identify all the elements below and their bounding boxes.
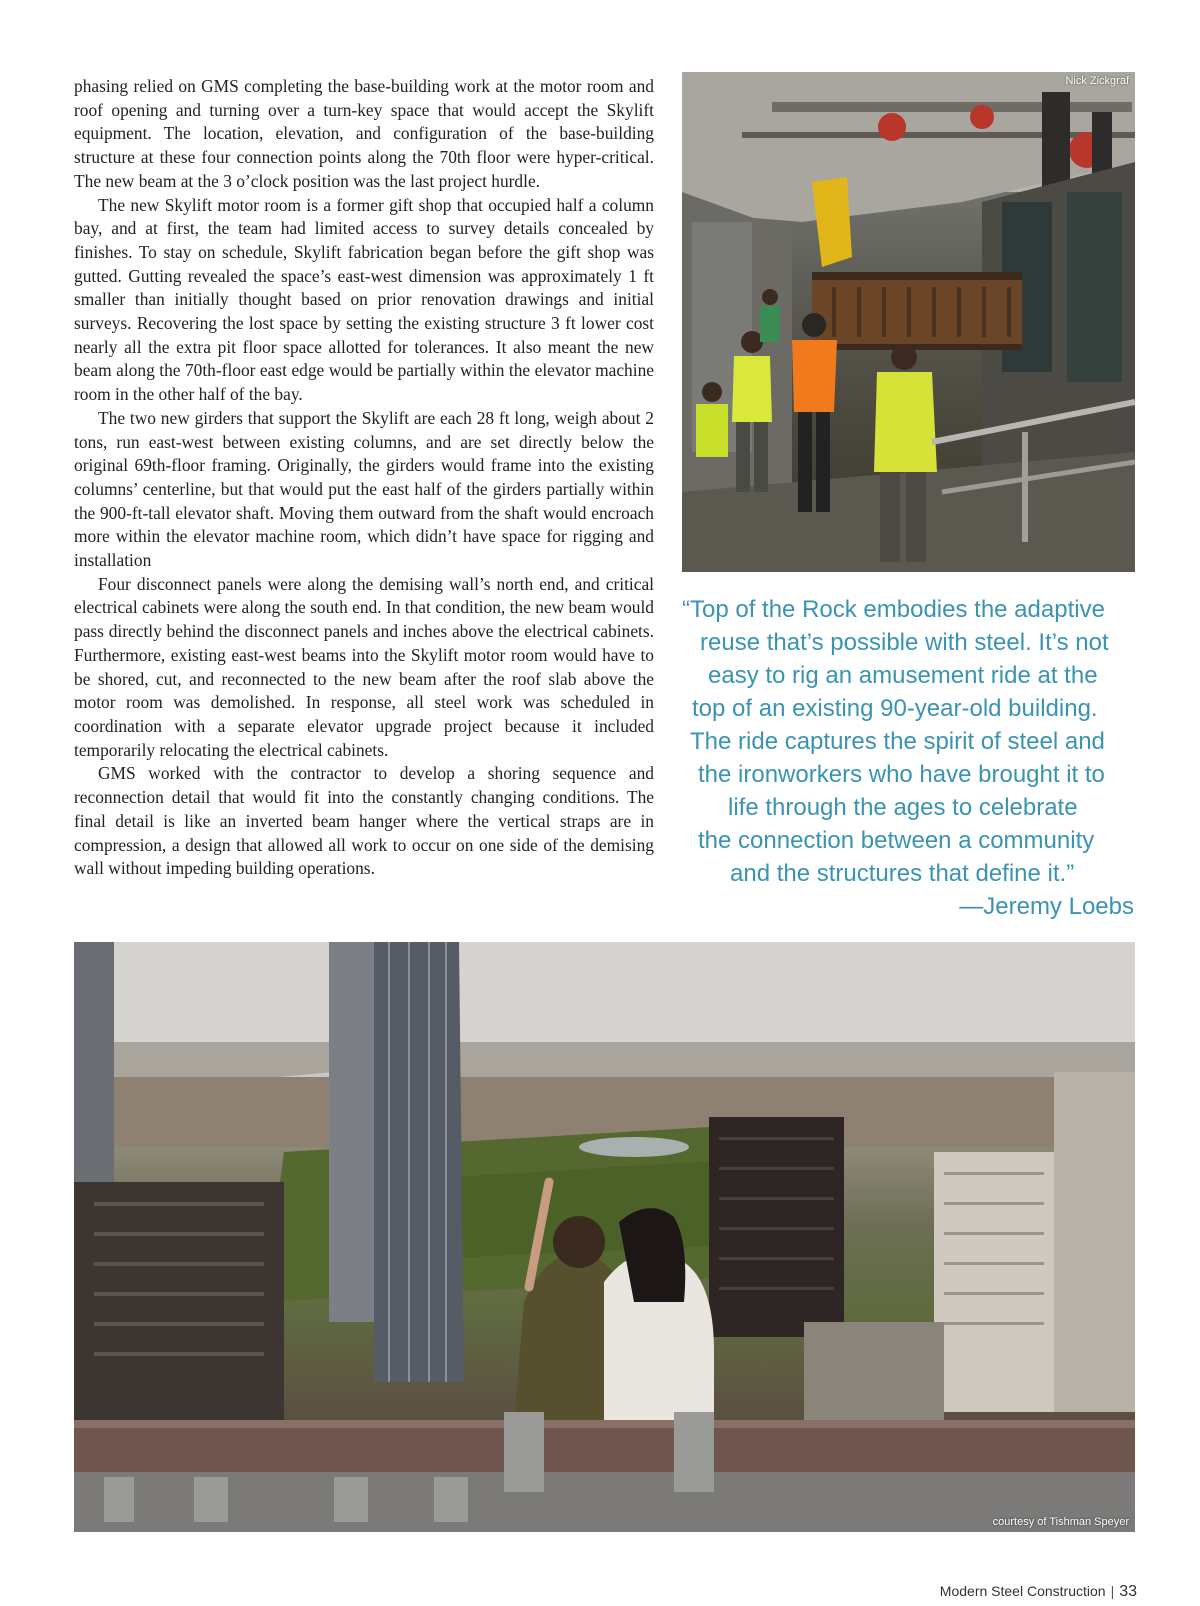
body-paragraph-5: GMS worked with the contractor to develop a shoring sequence and reconnection detail that would fit into the constantly changing conditions. The final detail is like an inverted beam hanger where the vertical straps are in compression, a design that allowed all work to occur on one side of the demising wall without impeding building operations. bbox=[74, 763, 654, 879]
pull-quote-line: “Top of the Rock embodies the adaptive bbox=[682, 596, 1105, 623]
pull-quote-attribution: —Jeremy Loebs bbox=[959, 893, 1134, 920]
pull-quote-line: reuse that’s possible with steel. It’s not bbox=[700, 629, 1109, 656]
pull-quote-line: The ride captures the spirit of steel and bbox=[690, 728, 1105, 755]
ironworkers-photo bbox=[682, 72, 1135, 572]
page-number: 33 bbox=[1119, 1583, 1137, 1600]
pull-quote-line: the ironworkers who have brought it to bbox=[698, 761, 1105, 788]
publication-name: Modern Steel Construction bbox=[939, 1583, 1106, 1599]
pull-quote-line: and the structures that define it.” bbox=[730, 860, 1075, 887]
pull-quote-line: top of an existing 90-year-old building. bbox=[692, 695, 1098, 722]
footer-separator: | bbox=[1110, 1583, 1115, 1599]
photo-credit-bottom: courtesy of Tishman Speyer bbox=[992, 1516, 1129, 1528]
body-paragraph-4: Four disconnect panels were along the demising wall’s north end, and critical electrical cabinets were along the south end. In that condition, the new beam would pass directly behind the disconnect panels and inches above the electrical cabinets. Furthermore, existing east-west beams into the Skylift motor room would have to be shored, cut, and reconnected to the new beam after the roof slab above the motor room was demolished. In response, all steel work was scheduled in coordination with a separate elevator upgrade project because it included temporarily relocating the electrical cabinets. bbox=[74, 573, 654, 760]
skylift-city-photo-illustration bbox=[74, 942, 1135, 1532]
pull-quote bbox=[682, 593, 1142, 923]
body-paragraph-1: phasing relied on GMS completing the base-building work at the motor room and roof opening and turning over a turn-key space that would accept the Skylift equipment. The location, elevation, and configuration of the base-building structure at these four connection points along the 70th floor were hyper-critical. The new beam at the 3 o’clock position was the last project hurdle. bbox=[74, 76, 654, 191]
ironworkers-photo-illustration bbox=[682, 72, 1135, 572]
body-paragraph-3: The two new girders that support the Skylift are each 28 ft long, weigh about 2 tons, run east-west between existing columns, and are set directly below the original 69th-floor framing. Originally, the girders would frame into the existing columns’ centerline, but that would put the east half of the girders partially within the 900-ft-tall elevator shaft. Moving them outward from the shaft would encroach more within the elevator machine room, which didn’t have space for rigging and installation bbox=[74, 407, 654, 571]
pull-quote-line: the connection between a community bbox=[698, 827, 1095, 854]
article-body bbox=[74, 75, 654, 881]
skylift-city-photo bbox=[74, 942, 1135, 1532]
photo-credit-top: Nick Zickgraf bbox=[1065, 75, 1129, 87]
pull-quote-line: easy to rig an amusement ride at the bbox=[708, 662, 1098, 689]
page-footer bbox=[940, 1583, 1137, 1601]
pull-quote-line: life through the ages to celebrate bbox=[728, 794, 1078, 821]
body-paragraph-2: The new Skylift motor room is a former gift shop that occupied half a column bay, and at first, the team had limited access to survey details concealed by finishes. To stay on schedule, Skylift fabrication began before the gift shop was gutted. Gutting revealed the space’s east-west dimension was approximately 1 ft smaller than initially thought based on prior renovation drawings and initial surveys. Recovering the lost space by setting the existing structure 3 ft lower cost nearly all the extra pit floor space allotted for tolerances. It also meant the new beam along the 70th-floor east edge would be partially within the elevator machine room in the other half of the bay. bbox=[74, 194, 654, 405]
